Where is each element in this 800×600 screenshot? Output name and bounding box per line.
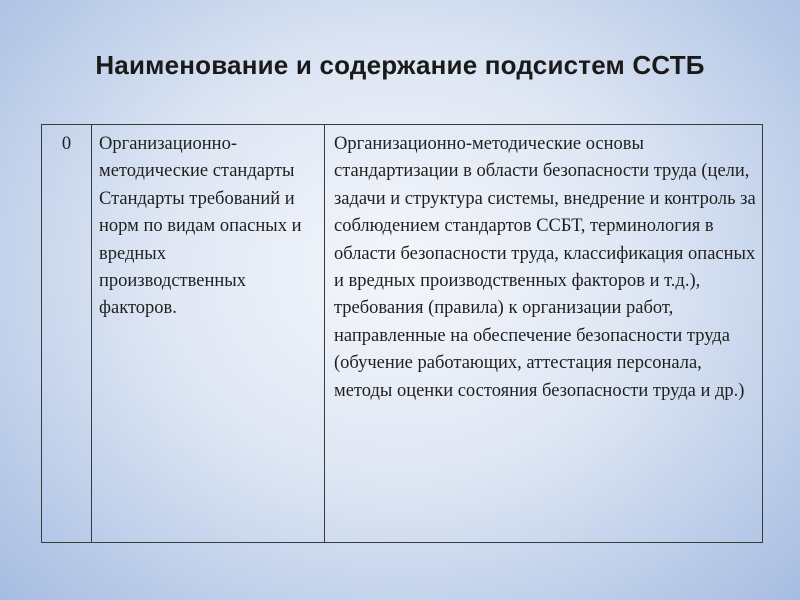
slide-title: Наименование и содержание подсистем ССТБ <box>95 50 705 80</box>
table-row <box>42 125 763 543</box>
subsystems-table <box>41 124 763 543</box>
subsystem-number-cell: 0 <box>42 125 92 543</box>
subsystem-description-cell: Организационно-методические основы стандартизации в области безопасности труда (цели, задачи и структура системы, внедрение и контроль за соблюдением стандартов ССБТ, терминология в области безопасности труда, классификация опасных и вредных производственных факторов и т.д.), требования (правила) к организации работ, направленные на обеспечение безопасности труда (обучение работающих, аттестация персонала, методы оценки состояния безопасности труда и др.) <box>325 125 763 543</box>
subsystem-name-cell: Организационно-методические стандарты Стандарты требований и норм по видам опасных и вредных производственных факторов. <box>92 125 325 543</box>
